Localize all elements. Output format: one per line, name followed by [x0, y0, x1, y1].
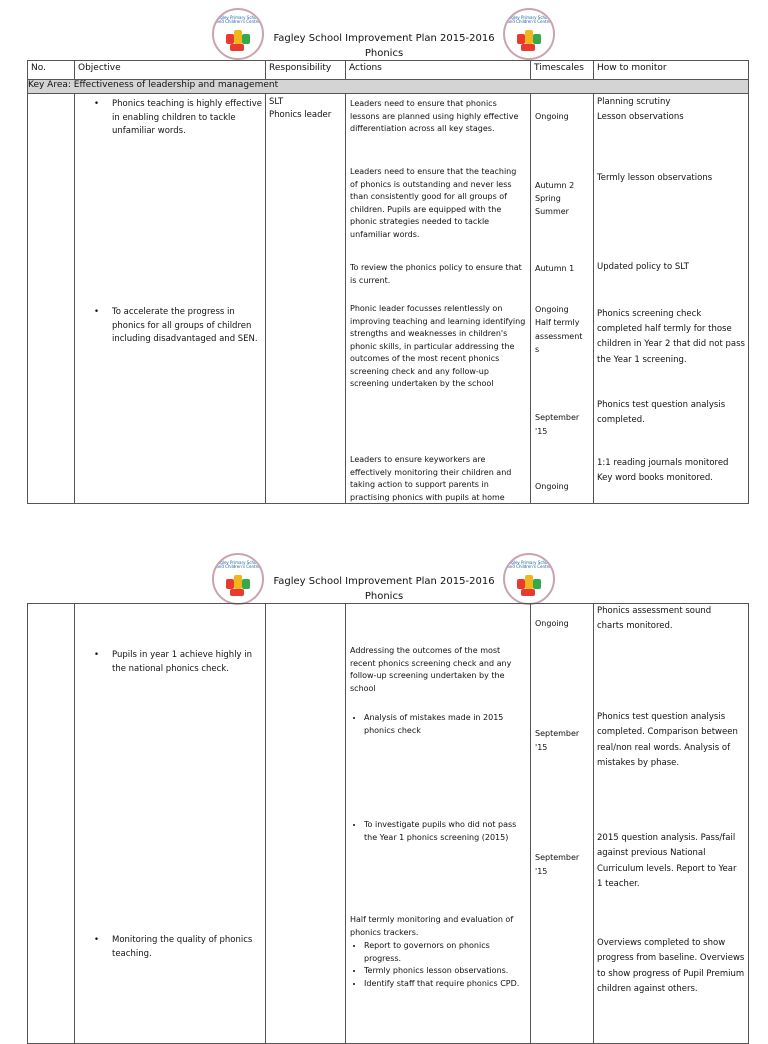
action-text: Half termly monitoring and evaluation of phonics trackers. — [350, 915, 514, 937]
timescale-text: Half termly — [535, 318, 580, 327]
action-bullet-text: • To investigate pupils who did not pass the Year 1 phonics screening (2015) — [364, 819, 526, 844]
logo-text: Fagley Primary School and Children's Centre — [506, 560, 552, 569]
cell-responsibility — [266, 94, 346, 504]
timescale-text: Autumn 1 — [535, 264, 575, 273]
cell-no — [28, 604, 75, 1044]
table-header-row — [28, 61, 749, 80]
action-bullet — [350, 712, 526, 737]
monitor-text: Planning scrutiny — [597, 97, 671, 107]
monitor-text: Updated policy to SLT — [597, 262, 689, 272]
objective-item: • Phonics teaching is highly effective in enabling children to tackle unfamiliar words. — [112, 98, 262, 139]
action-text: To review the phonics policy to ensure that is current. — [350, 263, 522, 285]
action-bullet — [350, 819, 526, 844]
col-header-no: No. — [28, 61, 75, 80]
cell-timescales — [531, 604, 594, 1044]
improvement-plan-table — [27, 60, 749, 504]
cell-actions — [346, 604, 531, 1044]
page-subtitle: Phonics — [364, 48, 404, 59]
col-header-monitor: How to monitor — [594, 61, 749, 80]
action-text: Leaders need to ensure that the teaching of phonics is outstanding and never less than consistently good for all groups of children. Pupils are equipped with the phonic strategies needed to tackle unfamiliar words. — [350, 167, 517, 239]
col-header-objective: Objective — [75, 61, 266, 80]
cell-timescales — [531, 94, 594, 504]
monitoring-list-item: • Termly phonics lesson observations. — [364, 965, 526, 978]
cell-monitor — [594, 94, 749, 504]
logo-text: Fagley Primary School and Children's Centre — [215, 15, 261, 24]
action-text: Leaders to ensure keyworkers are effectively monitoring their children and taking action to support parents in practising phonics with pupils at home — [350, 455, 512, 502]
monitoring-list — [350, 940, 526, 990]
timescale-text: assessment — [535, 332, 583, 341]
monitor-text: Key word books monitored. — [597, 473, 713, 483]
page-2 — [0, 540, 768, 1024]
timescale-text: September — [535, 853, 580, 862]
objective-item: • Pupils in year 1 achieve highly in the national phonics check. — [112, 649, 262, 676]
col-header-timescales: Timescales — [531, 61, 594, 80]
responsibility-slt: SLT — [269, 97, 284, 107]
timescale-text: Ongoing — [535, 482, 569, 491]
cell-no — [28, 94, 75, 504]
monitoring-list-item: • Identify staff that require phonics CPD. — [364, 978, 526, 991]
timescale-text: Ongoing — [535, 112, 569, 121]
key-area-label: Key Area: Effectiveness of leadership and management — [28, 80, 749, 94]
cell-monitor — [594, 604, 749, 1044]
timescale-text: '15 — [535, 867, 548, 876]
action-text: Addressing the outcomes of the most recent phonics screening check and any follow-up screening undertaken by the school — [350, 646, 512, 693]
cell-objective — [75, 604, 266, 1044]
cell-responsibility — [266, 604, 346, 1044]
key-area-row — [28, 80, 749, 94]
monitoring-list-item: • Report to governors on phonics progress. — [364, 940, 526, 965]
objective-item: • To accelerate the progress in phonics for all groups of children including disadvantaged and SEN. — [112, 306, 262, 347]
timescale-text: Spring — [535, 194, 561, 203]
monitor-text: Overviews completed to show progress from baseline. Overviews to show progress of Pupil Premium children against others. — [597, 938, 745, 994]
timescale-text: Ongoing — [535, 619, 569, 628]
timescale-text: September — [535, 413, 580, 422]
cell-actions — [346, 94, 531, 504]
improvement-plan-table-continued — [27, 603, 749, 1044]
action-bullet-text: • Analysis of mistakes made in 2015 phonics check — [364, 712, 526, 737]
monitor-text: Phonics test question analysis completed. — [597, 400, 726, 425]
action-text: Leaders need to ensure that phonics lessons are planned using highly effective differentiation across all key stages. — [350, 99, 519, 133]
logo-text: Fagley Primary School and Children's Centre — [506, 15, 552, 24]
timescale-text: s — [535, 345, 540, 354]
table-row — [28, 604, 749, 1044]
monitor-text: Phonics assessment sound charts monitored. — [597, 606, 712, 631]
page-title: Fagley School Improvement Plan 2015-2016 — [273, 33, 495, 44]
monitor-text: Lesson observations — [597, 112, 684, 122]
page-1 — [0, 0, 768, 520]
logo-text: Fagley Primary School and Children's Centre — [215, 560, 261, 569]
page-subtitle: Phonics — [364, 591, 404, 602]
timescale-text: Autumn 2 — [535, 181, 575, 190]
monitor-text: 2015 question analysis. Pass/fail against previous National Curriculum levels. Report to Year 1 teacher. — [597, 833, 737, 889]
responsibility-phonics-leader: Phonics leader — [269, 110, 332, 120]
monitor-text: Termly lesson observations — [597, 173, 713, 183]
timescale-text: Ongoing — [535, 305, 569, 314]
objective-item: • Monitoring the quality of phonics teaching. — [112, 934, 262, 961]
monitor-text: Phonics test question analysis completed. Comparison between real/non real words. Analysis of mistakes by phase. — [597, 712, 738, 768]
timescale-text: Summer — [535, 207, 569, 216]
col-header-responsibility: Responsibility — [266, 61, 346, 80]
timescale-text: '15 — [535, 743, 548, 752]
timescale-text: September — [535, 729, 580, 738]
page-title: Fagley School Improvement Plan 2015-2016 — [273, 576, 495, 587]
monitor-text: Phonics screening check completed half termly for those children in Year 2 that did not pass the Year 1 screening. — [597, 309, 745, 365]
timescale-text: '15 — [535, 427, 548, 436]
col-header-actions: Actions — [346, 61, 531, 80]
table-row — [28, 94, 749, 504]
cell-objective — [75, 94, 266, 504]
action-text: Phonic leader focusses relentlessly on improving teaching and learning identifying strengths and weaknesses in children's phonic skills, in particular addressing the outcomes of the most recent phonics screening check and any follow-up screening undertaken by the school — [350, 304, 526, 388]
monitor-text: 1:1 reading journals monitored — [597, 458, 729, 468]
